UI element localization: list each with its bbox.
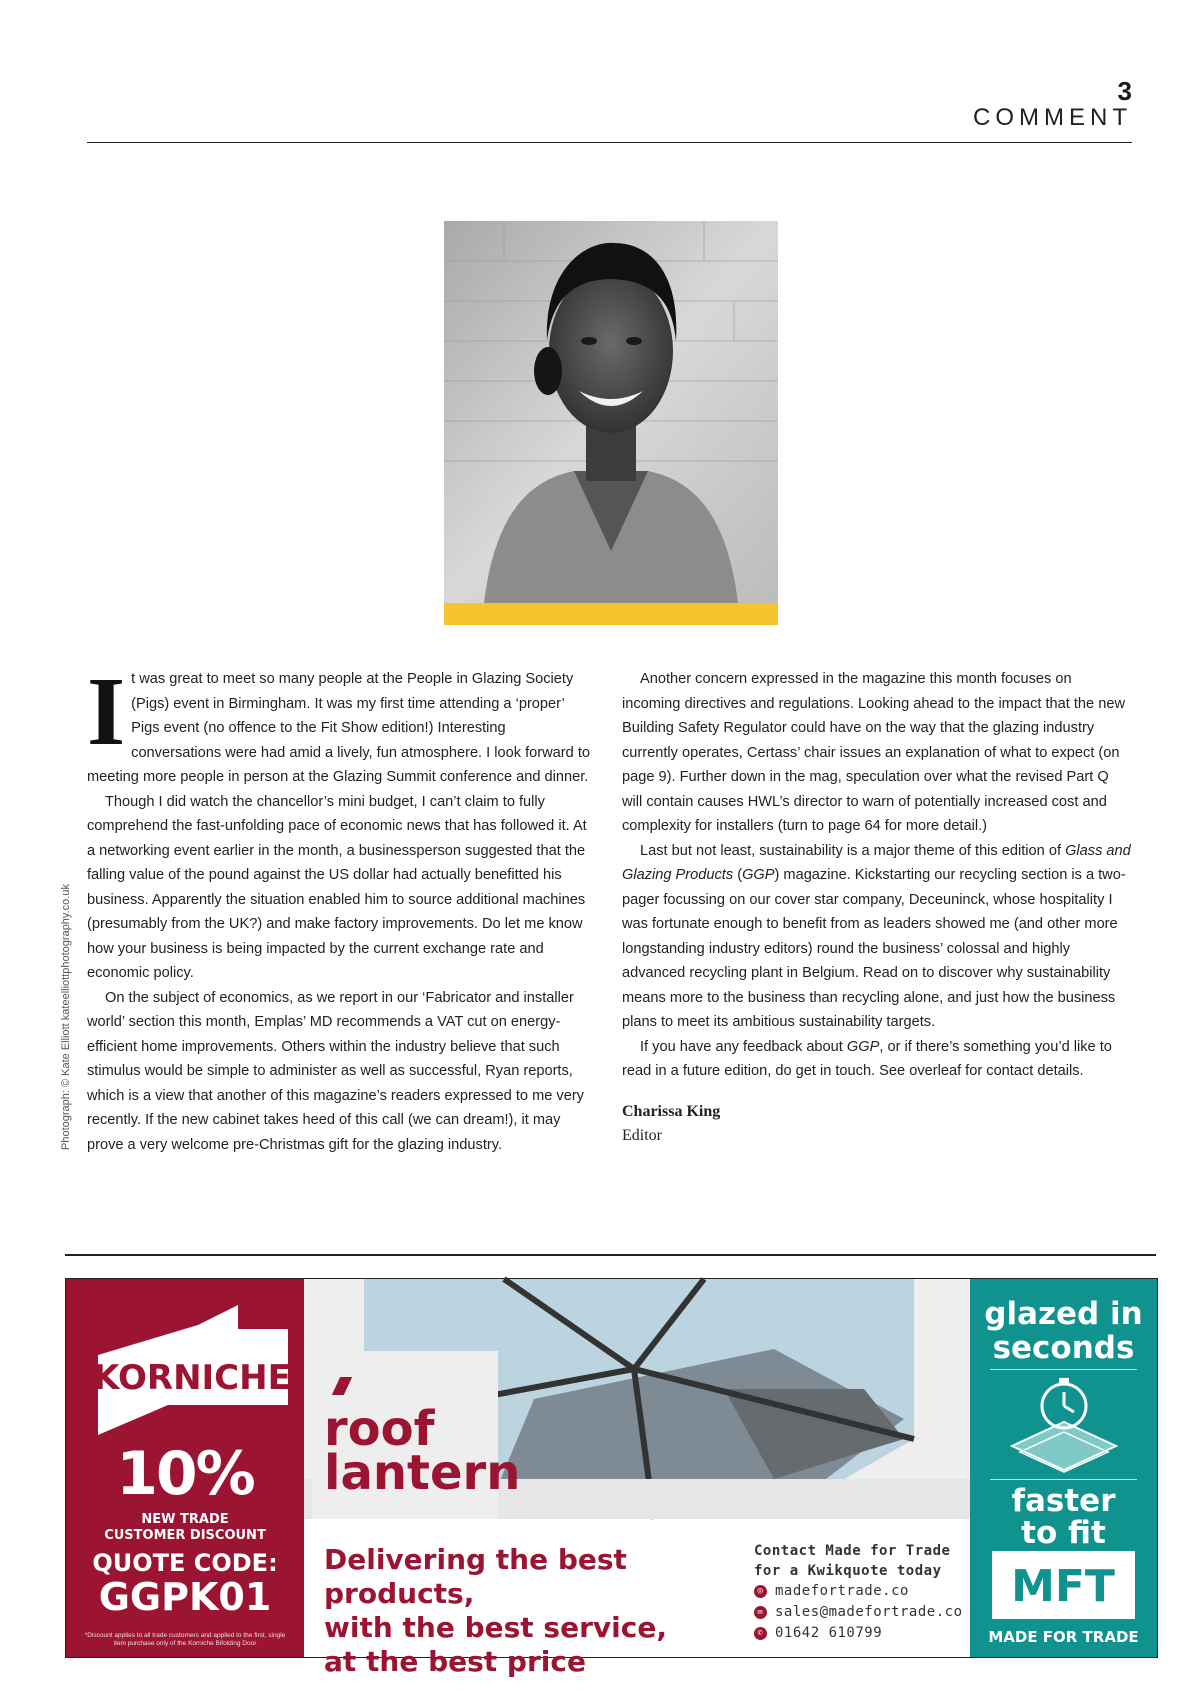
page-number: 3 — [1117, 76, 1132, 106]
website-text: madefortrade.co — [775, 1583, 909, 1599]
korniche-panel — [66, 1279, 304, 1657]
advertisement[interactable] — [65, 1278, 1158, 1678]
portrait-accent-bar — [444, 603, 778, 625]
contact-email[interactable] — [754, 1602, 964, 1623]
article-paragraph-3: On the subject of economics, as we report in our ‘Fabricator and installer world’ section this month, Emplas’ MD recommends a VAT cut on energy-efficient home improvements. Others within the industry believe that such stimulus would be simple to administer as well as successful, Ryan reports, which is a view that another of this magazine’s readers expressed to me very recently. If the new cabinet takes heed of this call (we can dream!), it may prove a very welcome pre-Christmas gift for the glazing industry. — [87, 989, 584, 1153]
email-text: sales@madefortrade.co — [775, 1604, 963, 1620]
discount-line: NEW TRADE — [141, 1512, 229, 1527]
article-column-right — [622, 667, 1132, 1149]
portrait-photo — [444, 221, 778, 603]
phone-icon: ✆ — [754, 1627, 767, 1640]
text-run: ( — [733, 867, 743, 883]
discount-line: CUSTOMER DISCOUNT — [104, 1528, 266, 1543]
faster-line: faster — [1011, 1483, 1116, 1519]
contact-phone[interactable] — [754, 1623, 964, 1644]
article-paragraph-6 — [622, 1035, 1132, 1084]
article-paragraph-1 — [87, 658, 595, 790]
text-run: , or if there’s something you’d like to read in a future edition, do get in touch. See overleaf for contact details. — [622, 1038, 1112, 1079]
product-name-line: lantern — [324, 1445, 521, 1501]
tagline-line: with the best service, — [324, 1611, 667, 1644]
editor-portrait — [444, 221, 778, 625]
quote-code: GGPK01 — [98, 1575, 272, 1619]
product-name-line: roof — [324, 1401, 435, 1457]
text-run: Last but not least, sustainability is a major theme of this edition of — [640, 842, 1066, 859]
author-name: Charissa King — [622, 1102, 721, 1120]
glazed-heading — [970, 1297, 1157, 1365]
magazine-abbrev: GGP — [846, 1038, 880, 1055]
text-run: ) magazine. Kickstarting our recycling section is a two-pager focussing on our cover star company, Deceuninck, whose hospitality I was fortunate enough to benefit from as leaders showed me (and other more longstanding industry editors) round the business’ colossal and highly advanced recycling plant in Belgium. Read on to discover why sustainability means more to the business than recycling alone, and just how the business plans to meet its ambitious sustainability targets. — [622, 867, 1126, 1030]
stopwatch-icon — [1008, 1376, 1120, 1478]
contact-block — [754, 1541, 964, 1644]
glazed-line: seconds — [992, 1330, 1135, 1366]
author-role: Editor — [622, 1127, 662, 1144]
glazed-line: glazed in — [984, 1296, 1143, 1332]
discount-description — [66, 1512, 304, 1544]
tagline-line: Delivering the best products, — [324, 1543, 627, 1610]
advert-rule — [65, 1254, 1156, 1256]
article-paragraph-5 — [622, 839, 1132, 1035]
mft-tagline: MADE FOR TRADE — [988, 1628, 1139, 1646]
mft-panel — [970, 1279, 1157, 1657]
mft-logo — [992, 1551, 1135, 1619]
globe-icon: ◎ — [754, 1585, 767, 1598]
article-paragraph-2: Though I did watch the chancellor’s mini budget, I can’t claim to fully comprehend the fast-unfolding pace of economic news that has followed it. At a networking event earlier in the month, a businessperson suggested that the falling value of the pound against the US dollar had actually benefitted his business. Apparently the situation enabled him to source additional machines (presumably from the UK?) and make factory improvements. Do let me know how your business is being impacted by the current exchange rate and economic policy. — [87, 793, 587, 981]
korniche-brand-text: KORNICHE — [93, 1358, 291, 1398]
photo-credit: Photograph: © Kate Elliott kateelliottphotography.co.uk — [60, 884, 72, 1150]
faster-line: to fit — [1021, 1515, 1106, 1551]
tagline-line: at the best price — [324, 1645, 586, 1678]
text-run: If you have any feedback about — [640, 1038, 847, 1055]
header-rule — [87, 142, 1132, 143]
divider — [990, 1479, 1137, 1480]
divider — [990, 1369, 1137, 1370]
magazine-abbrev: GGP — [742, 867, 775, 883]
faster-heading — [970, 1485, 1157, 1549]
drop-cap: I — [87, 658, 126, 766]
product-name — [324, 1401, 521, 1501]
mft-logo-text: MFT — [1011, 1561, 1115, 1612]
contact-website[interactable] — [754, 1581, 964, 1602]
discount-value: 10% — [116, 1439, 254, 1509]
magazine-title: Glass and Glazing Products — [622, 842, 1131, 883]
article-paragraph-4: Another concern expressed in the magazine this month focuses on incoming directives and regulations. Looking ahead to the impact that the new Building Safety Regulator could have on the way that the glazing industry currently operates, Certass’ chair issues an explanation of what to expect (on page 9). Further down in the mag, speculation over what the revised Part Q will contain causes HWL’s director to warn of potentially increased cost and complexity for installers (turn to page 64 for more detail.) — [622, 671, 1125, 834]
contact-heading: for a Kwikquote today — [754, 1563, 942, 1579]
advert-tagline — [324, 1543, 744, 1679]
article-column-left — [87, 658, 595, 1157]
quote-label: QUOTE CODE: — [92, 1549, 278, 1577]
made-for-trade-panel — [304, 1279, 970, 1678]
korniche-logo — [88, 1305, 291, 1435]
email-icon: ✉ — [754, 1606, 767, 1619]
discount-disclaimer: *Discount applies to all trade customers and applied to the first, single item purchase only of the Korniche Bifolding Door — [84, 1632, 286, 1647]
article-paragraph-1-text: t was great to meet so many people at the People in Glazing Society (Pigs) event in Birmingham. It was my first time attending a ‘proper’ Pigs event (no offence to the Fit Show edition!) Interesting conversations were had amid a lively, fun atmosphere. I look forward to meeting more people in person at the Glazing Summit conference and dinner. — [87, 671, 590, 785]
section-title: COMMENT — [973, 104, 1132, 131]
contact-heading: Contact Made for Trade — [754, 1543, 951, 1559]
phone-text: 01642 610799 — [775, 1625, 883, 1641]
